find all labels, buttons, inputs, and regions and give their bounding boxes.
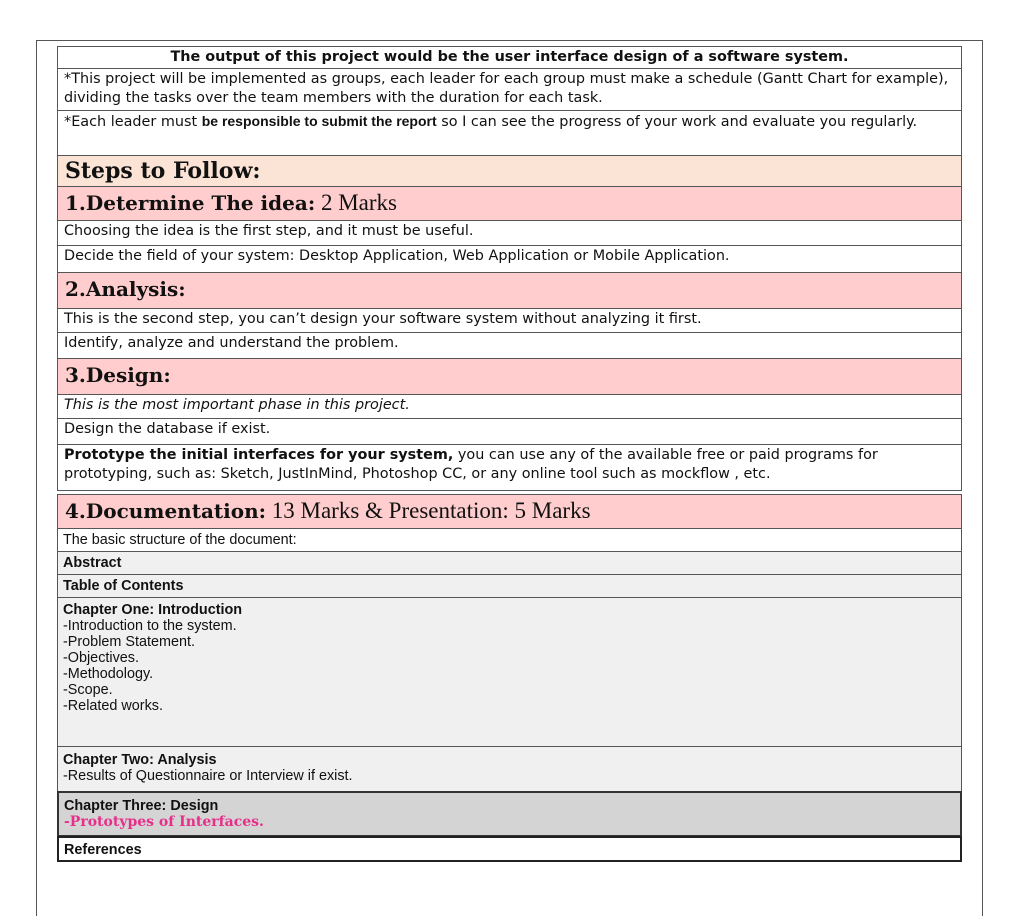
report-note-prefix: *Each leader must	[64, 114, 202, 130]
report-note-bold: be responsible to submit the report	[201, 113, 437, 129]
chapter1-item: -Related works.	[63, 698, 163, 714]
output-statement: The output of this project would be the user interface design of a software system.	[57, 46, 962, 69]
step2-line: Identify, analyze and understand the problem.	[57, 332, 962, 359]
step2-line: This is the second step, you can’t design your software system without analyzing it first.	[57, 308, 962, 333]
step4-title: 4.Documentation:	[65, 499, 267, 523]
chapter1-item: -Introduction to the system.	[63, 618, 237, 634]
report-note-suffix: so I can see the progress of your work and evaluate you regularly.	[436, 114, 918, 130]
step1-line: Decide the field of your system: Desktop Application, Web Application or Mobile Application.	[57, 245, 962, 273]
step3-important: This is the most important phase in this project.	[57, 394, 962, 419]
step3-prototype	[57, 444, 962, 491]
chapter1-item: -Problem Statement.	[63, 634, 195, 650]
step3-heading: 3.Design:	[57, 358, 962, 395]
chapter2-section	[57, 746, 962, 792]
chapter1-item: -Methodology.	[63, 666, 154, 682]
chapter3-item: -Prototypes of Interfaces.	[64, 814, 264, 830]
chapter1-item: -Objectives.	[63, 650, 139, 666]
report-note	[57, 110, 962, 156]
step3-prototype-rest: you can use any of the available free or paid programs for prototyping, such as: Sketch, JustInMind, Photoshop CC, or any online tool such as mockflow , etc.	[64, 447, 878, 482]
step1-title: 1.Determine The idea:	[65, 191, 316, 215]
step3-prototype-bold: Prototype the initial interfaces for your system,	[64, 447, 454, 463]
step4-marks: 13 Marks & Presentation: 5 Marks	[266, 498, 591, 523]
toc-section: Table of Contents	[57, 574, 962, 598]
references-section: References	[57, 836, 962, 862]
chapter3-title: Chapter Three: Design	[64, 798, 219, 814]
steps-heading: Steps to Follow:	[57, 155, 962, 187]
chapter1-title: Chapter One: Introduction	[63, 602, 243, 618]
step1-heading	[57, 186, 962, 221]
chapter2-item: -Results of Questionnaire or Interview if exist.	[63, 768, 353, 784]
chapter1-section	[57, 597, 962, 747]
step3-database: Design the database if exist.	[57, 418, 962, 445]
requirements-table	[57, 46, 962, 862]
chapter2-title: Chapter Two: Analysis	[63, 752, 217, 768]
chapter3-section	[57, 791, 962, 837]
chapter1-item: -Scope.	[63, 682, 113, 698]
document-structure-label: The basic structure of the document:	[57, 528, 962, 552]
step1-marks: 2 Marks	[315, 190, 397, 215]
step1-line: Choosing the idea is the first step, and it must be useful.	[57, 220, 962, 246]
groups-note: *This project will be implemented as groups, each leader for each group must make a schedule (Gantt Chart for example), dividing the tasks over the team members with the duration for each task.	[57, 68, 962, 111]
document-page	[36, 40, 983, 916]
abstract-section: Abstract	[57, 551, 962, 575]
step2-heading: 2.Analysis:	[57, 272, 962, 309]
step4-heading	[57, 494, 962, 529]
